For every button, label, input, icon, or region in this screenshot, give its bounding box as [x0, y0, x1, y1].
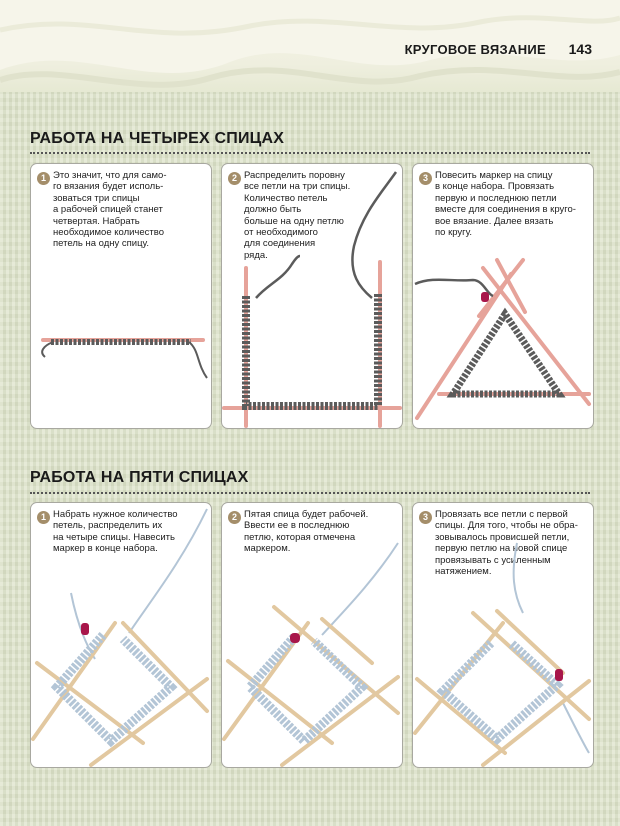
step-number-badge: 2 [228, 172, 241, 185]
step-panel-four-needles-1 [30, 163, 212, 429]
three-needles-square-illustration [222, 164, 402, 428]
section-divider [30, 492, 590, 494]
running-title: КРУГОВОЕ ВЯЗАНИЕ [404, 42, 546, 57]
page-number: 143 [568, 41, 592, 57]
step-number-badge: 1 [37, 172, 50, 185]
section-title-four-needles: РАБОТА НА ЧЕТЫРЕХ СПИЦАХ [30, 130, 285, 147]
step-text: Распределить поровну все петли на три спицы. Количество петель должно быть больше на одну петлю от необходимого для соединения ряда. [244, 170, 351, 261]
step-text: Набрать нужное количество петель, распределить их на четыре спицы. Навесить маркер в конце набора. [53, 509, 178, 555]
cast-on-illustration [31, 164, 211, 428]
section-divider [30, 152, 590, 154]
step-number-badge: 3 [419, 172, 432, 185]
fifth-needle-illustration [222, 503, 402, 767]
step-panel-five-needles-3 [412, 502, 594, 768]
step-number-badge: 1 [37, 511, 50, 524]
section-title-five-needles: РАБОТА НА ПЯТИ СПИЦАХ [30, 469, 249, 486]
step-number-badge: 3 [419, 511, 432, 524]
four-needles-diamond-illustration [31, 503, 211, 767]
step-panel-four-needles-2 [221, 163, 403, 429]
step-panel-five-needles-1 [30, 502, 212, 768]
step-text: Пятая спица будет рабочей. Ввести ее в последнюю петлю, которая отмечена маркером. [244, 509, 369, 555]
step-panel-five-needles-2 [221, 502, 403, 768]
triangle-join-illustration [413, 164, 593, 428]
step-text: Провязать все петли с первой спицы. Для того, чтобы не обра- зовывалось провисшей петли, первую петлю на новой спице провязывать с усиленным натяжением. [435, 509, 578, 578]
step-text: Это значит, что для само- го вязания будет исполь- зоваться три спицы а рабочей спицей станет четвертая. Набрать необходимое количество петель на одну спицу. [53, 170, 167, 250]
step-panel-four-needles-3 [412, 163, 594, 429]
step-number-badge: 2 [228, 511, 241, 524]
knit-first-needle-illustration [413, 503, 593, 767]
step-text: Повесить маркер на спицу в конце набора. Провязать первую и последнюю петли вместе для соединения в круго- вое вязание. Далее вязать по кругу. [435, 170, 576, 239]
